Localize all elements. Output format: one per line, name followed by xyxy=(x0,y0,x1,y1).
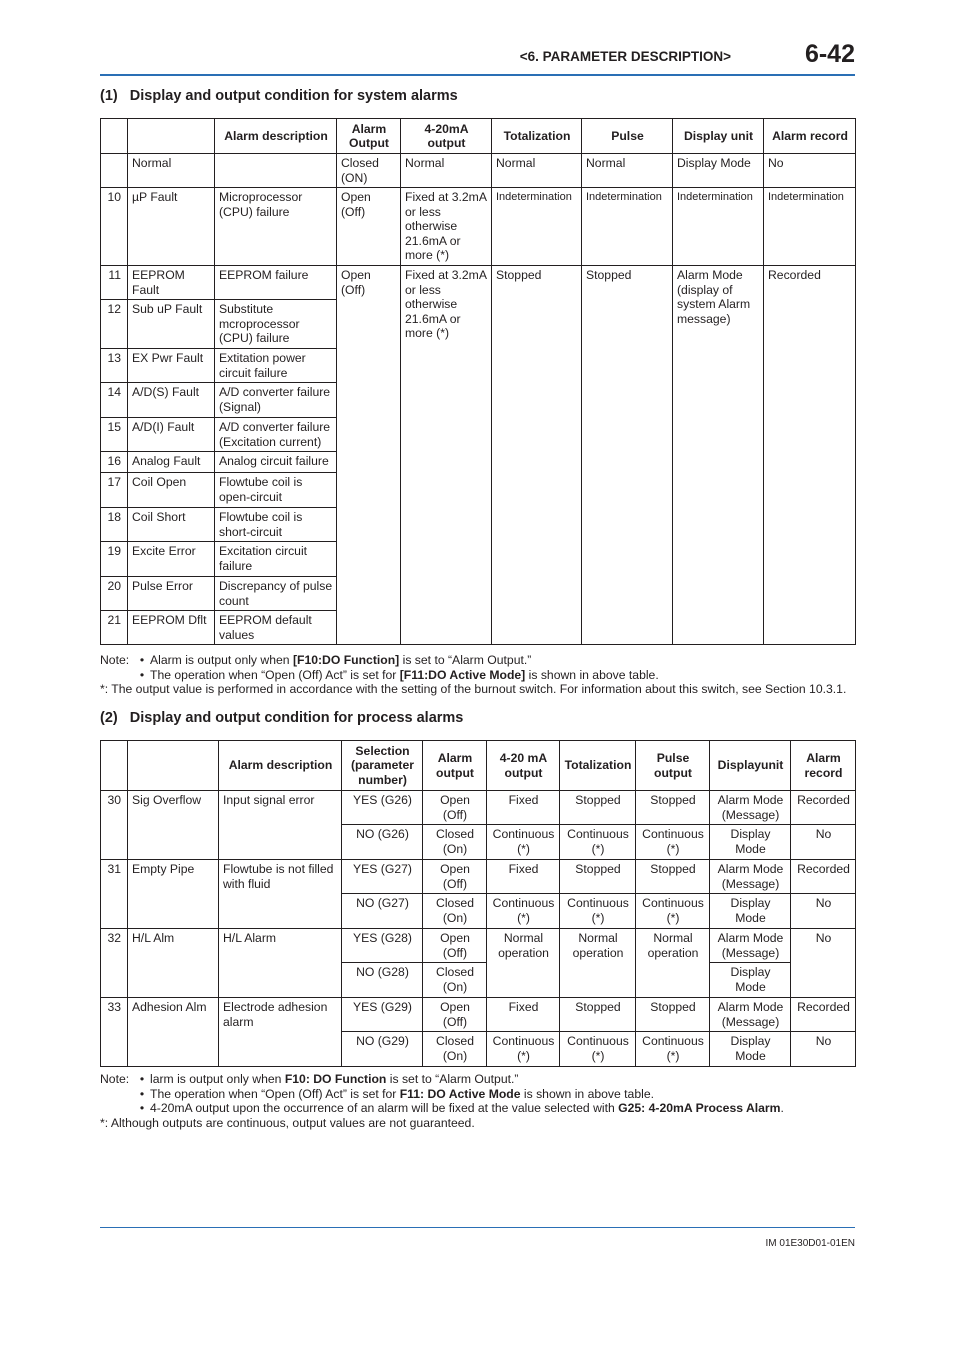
header-rule xyxy=(100,74,855,76)
cell: NO (G28) xyxy=(342,963,423,998)
cell: Open (Off) xyxy=(423,998,487,1032)
cell: 20 xyxy=(101,577,128,611)
note-text: is set to “Alarm Output.” xyxy=(386,1072,519,1086)
cell: 11 xyxy=(101,266,128,300)
cell: Empty Pipe xyxy=(128,860,219,929)
cell: Continuous (*) xyxy=(487,1032,560,1067)
note-text: 4-20mA output upon the occurrence of an alarm will be fixed at the value selected with xyxy=(150,1101,619,1116)
cell: Indetermination xyxy=(492,188,582,266)
cell: Stopped xyxy=(636,998,710,1032)
bullet: • xyxy=(139,667,145,682)
cell: Coil Open xyxy=(128,473,215,508)
cell: Flowtube coil is short-circuit xyxy=(215,508,337,542)
cell: 30 xyxy=(101,791,128,860)
cell: Alarm Mode (Message) xyxy=(710,929,791,963)
section2-notes xyxy=(100,1072,784,1130)
cell: Normal xyxy=(582,154,673,188)
col-header: Alarm Output xyxy=(337,119,401,154)
cell: Fixed xyxy=(487,860,560,894)
cell: Recorded xyxy=(791,998,856,1032)
cell: 18 xyxy=(101,508,128,542)
cell: µP Fault xyxy=(128,188,215,266)
cell: 31 xyxy=(101,860,128,929)
note-param: [F10:DO Function] xyxy=(292,653,400,667)
cell: Recorded xyxy=(791,860,856,894)
cell: Extitation power circuit failure xyxy=(215,349,337,383)
cell: Stopped xyxy=(560,860,636,894)
cell: YES (G26) xyxy=(342,791,423,825)
cell: Normal xyxy=(401,154,492,188)
cell xyxy=(101,154,128,188)
cell: A/D(S) Fault xyxy=(128,383,215,418)
col-header: Displayunit xyxy=(710,741,791,791)
cell: Microprocessor (CPU) failure xyxy=(215,188,337,266)
cell: Indetermination xyxy=(673,188,764,266)
cell: 10 xyxy=(101,188,128,266)
cell: 12 xyxy=(101,300,128,349)
bullet: • xyxy=(139,653,145,667)
cell: Continuous (*) xyxy=(560,894,636,929)
cell: Flowtube coil is open-circuit xyxy=(215,473,337,508)
cell: EEPROM Fault xyxy=(128,266,215,300)
cell: YES (G27) xyxy=(342,860,423,894)
cell: YES (G28) xyxy=(342,929,423,963)
cell: Stopped xyxy=(560,998,636,1032)
cell: Analog circuit failure xyxy=(215,452,337,473)
cell: Display Mode xyxy=(673,154,764,188)
document-id: IM 01E30D01-01EN xyxy=(765,1238,855,1249)
cell: 16 xyxy=(101,452,128,473)
note-param: F10: DO Function xyxy=(284,1072,387,1086)
cell: A/D converter failure (Excitation current) xyxy=(215,418,337,452)
col-header xyxy=(128,741,219,791)
section-header: <6. PARAMETER DESCRIPTION> xyxy=(519,49,731,64)
cell: Stopped xyxy=(560,791,636,825)
cell: Flowtube is not filled with fluid xyxy=(219,860,342,929)
cell: Open (Off) xyxy=(337,188,401,266)
cell: No xyxy=(791,825,856,860)
cell: Recorded xyxy=(791,791,856,825)
cell: Stopped xyxy=(636,860,710,894)
cell: H/L Alm xyxy=(128,929,219,998)
system-alarms-table xyxy=(100,118,856,645)
cell: Alarm Mode (Message) xyxy=(710,998,791,1032)
cell: Sig Overflow xyxy=(128,791,219,860)
section2-title: (2) Display and output condition for process alarms xyxy=(100,710,464,726)
note-text: . xyxy=(780,1101,784,1116)
cell: Closed (On) xyxy=(423,894,487,929)
cell: Indetermination xyxy=(582,188,673,266)
footer-rule xyxy=(100,1227,855,1228)
cell: 21 xyxy=(101,611,128,645)
cell: Fixed at 3.2mA or less otherwise 21.6mA or more (*) xyxy=(401,266,492,645)
cell: Pulse Error xyxy=(128,577,215,611)
note-text: larm is output only when xyxy=(150,1072,285,1086)
cell: Excite Error xyxy=(128,542,215,577)
col-header: Pulse xyxy=(582,119,673,154)
col-header xyxy=(101,119,128,154)
cell: No xyxy=(791,894,856,929)
cell: Closed (On) xyxy=(423,825,487,860)
page-number: 6-42 xyxy=(804,40,855,68)
note-label: Note: xyxy=(100,1072,130,1086)
col-header: Pulse output xyxy=(636,741,710,791)
cell: 19 xyxy=(101,542,128,577)
col-header: Alarm output xyxy=(423,741,487,791)
col-header xyxy=(128,119,215,154)
cell: Closed (On) xyxy=(423,963,487,998)
cell: Display Mode xyxy=(710,1032,791,1067)
cell: A/D(I) Fault xyxy=(128,418,215,452)
cell: Normal xyxy=(492,154,582,188)
col-header: Selection (parameter number) xyxy=(342,741,423,791)
cell: Normal xyxy=(128,154,215,188)
cell: Continuous (*) xyxy=(487,894,560,929)
cell: Continuous (*) xyxy=(560,1032,636,1067)
col-header: Totalization xyxy=(492,119,582,154)
note-text: is shown in above table. xyxy=(520,1086,654,1101)
cell: Indetermination xyxy=(764,188,856,266)
cell xyxy=(215,154,337,188)
cell: YES (G29) xyxy=(342,998,423,1032)
section1-notes xyxy=(100,653,846,697)
table-row xyxy=(101,188,856,266)
note-param: G25: 4-20mA Process Alarm xyxy=(618,1101,781,1116)
note-text: Alarm is output only when xyxy=(150,653,293,667)
cell: A/D converter failure (Signal) xyxy=(215,383,337,418)
cell: NO (G27) xyxy=(342,894,423,929)
cell: Stopped xyxy=(636,791,710,825)
cell: 17 xyxy=(101,473,128,508)
footnote: *: Although outputs are continuous, output values are not guaranteed. xyxy=(100,1115,475,1130)
cell: EX Pwr Fault xyxy=(128,349,215,383)
cell: Fixed xyxy=(487,998,560,1032)
cell: No xyxy=(791,1032,856,1067)
col-header: Alarm description xyxy=(219,741,342,791)
cell: Open (Off) xyxy=(423,929,487,963)
cell: Substitute mcroprocessor (CPU) failure xyxy=(215,300,337,349)
cell: Display Mode xyxy=(710,825,791,860)
cell: Normal operation xyxy=(560,929,636,998)
note-param: F11: DO Active Mode xyxy=(399,1086,521,1101)
note-text: The operation when “Open (Off) Act” is set for xyxy=(150,667,400,682)
col-header: 4-20mA output xyxy=(401,119,492,154)
cell: Continuous (*) xyxy=(560,825,636,860)
cell: Closed (ON) xyxy=(337,154,401,188)
cell: Adhesion Alm xyxy=(128,998,219,1067)
cell: EEPROM default values xyxy=(215,611,337,645)
footnote: *: The output value is performed in accordance with the setting of the burnout switch. For information about this switch, see Section 10.3.1. xyxy=(100,682,847,697)
cell: 33 xyxy=(101,998,128,1067)
cell: NO (G26) xyxy=(342,825,423,860)
section1-title: (1) Display and output condition for system alarms xyxy=(100,88,458,104)
cell: Alarm Mode (display of system Alarm message) xyxy=(673,266,764,645)
cell: 14 xyxy=(101,383,128,418)
cell: No xyxy=(764,154,856,188)
cell: Open (Off) xyxy=(423,791,487,825)
cell: Input signal error xyxy=(219,791,342,860)
table-row xyxy=(101,998,856,1032)
note-text: is shown in above table. xyxy=(525,667,659,682)
cell: Fixed xyxy=(487,791,560,825)
table-row xyxy=(101,860,856,894)
cell: Continuous (*) xyxy=(636,825,710,860)
cell: NO (G29) xyxy=(342,1032,423,1067)
table-row xyxy=(101,929,856,963)
bullet: • xyxy=(139,1072,145,1086)
table-row xyxy=(101,266,856,300)
cell: Coil Short xyxy=(128,508,215,542)
cell: Open (Off) xyxy=(423,860,487,894)
cell: Open (Off) xyxy=(337,266,401,645)
cell: Continuous (*) xyxy=(636,894,710,929)
cell: Discrepancy of pulse count xyxy=(215,577,337,611)
col-header: Alarm description xyxy=(215,119,337,154)
bullet: • xyxy=(139,1101,145,1116)
cell: Recorded xyxy=(764,266,856,645)
cell: Closed (On) xyxy=(423,1032,487,1067)
cell: Continuous (*) xyxy=(487,825,560,860)
cell: H/L Alarm xyxy=(219,929,342,998)
col-header xyxy=(101,741,128,791)
cell: No xyxy=(791,929,856,998)
cell: Fixed at 3.2mA or less otherwise 21.6mA or more (*) xyxy=(401,188,492,266)
cell: Stopped xyxy=(492,266,582,645)
cell: Display Mode xyxy=(710,963,791,998)
col-header: 4-20 mA output xyxy=(487,741,560,791)
cell: Normal operation xyxy=(487,929,560,998)
cell: Excitation circuit failure xyxy=(215,542,337,577)
table-row xyxy=(101,791,856,825)
cell: Electrode adhesion alarm xyxy=(219,998,342,1067)
cell: EEPROM Dflt xyxy=(128,611,215,645)
bullet: • xyxy=(139,1086,145,1101)
col-header: Display unit xyxy=(673,119,764,154)
note-label: Note: xyxy=(100,653,130,667)
cell: Display Mode xyxy=(710,894,791,929)
note-param: [F11:DO Active Mode] xyxy=(399,667,526,682)
cell: EEPROM failure xyxy=(215,266,337,300)
col-header: Alarm record xyxy=(791,741,856,791)
process-alarms-table xyxy=(100,740,856,1067)
cell: 13 xyxy=(101,349,128,383)
note-text: The operation when “Open (Off) Act” is set for xyxy=(150,1086,400,1101)
col-header: Alarm record xyxy=(764,119,856,154)
cell: Normal operation xyxy=(636,929,710,998)
cell: Stopped xyxy=(582,266,673,645)
cell: Sub uP Fault xyxy=(128,300,215,349)
cell: Continuous (*) xyxy=(636,1032,710,1067)
cell: 32 xyxy=(101,929,128,998)
table-header-row xyxy=(101,741,856,791)
cell: Alarm Mode (Message) xyxy=(710,860,791,894)
table-row xyxy=(101,154,856,188)
cell: Analog Fault xyxy=(128,452,215,473)
cell: Alarm Mode (Message) xyxy=(710,791,791,825)
note-text: is set to “Alarm Output.” xyxy=(399,653,532,667)
cell: 15 xyxy=(101,418,128,452)
table-header-row xyxy=(101,119,856,154)
col-header: Totalization xyxy=(560,741,636,791)
